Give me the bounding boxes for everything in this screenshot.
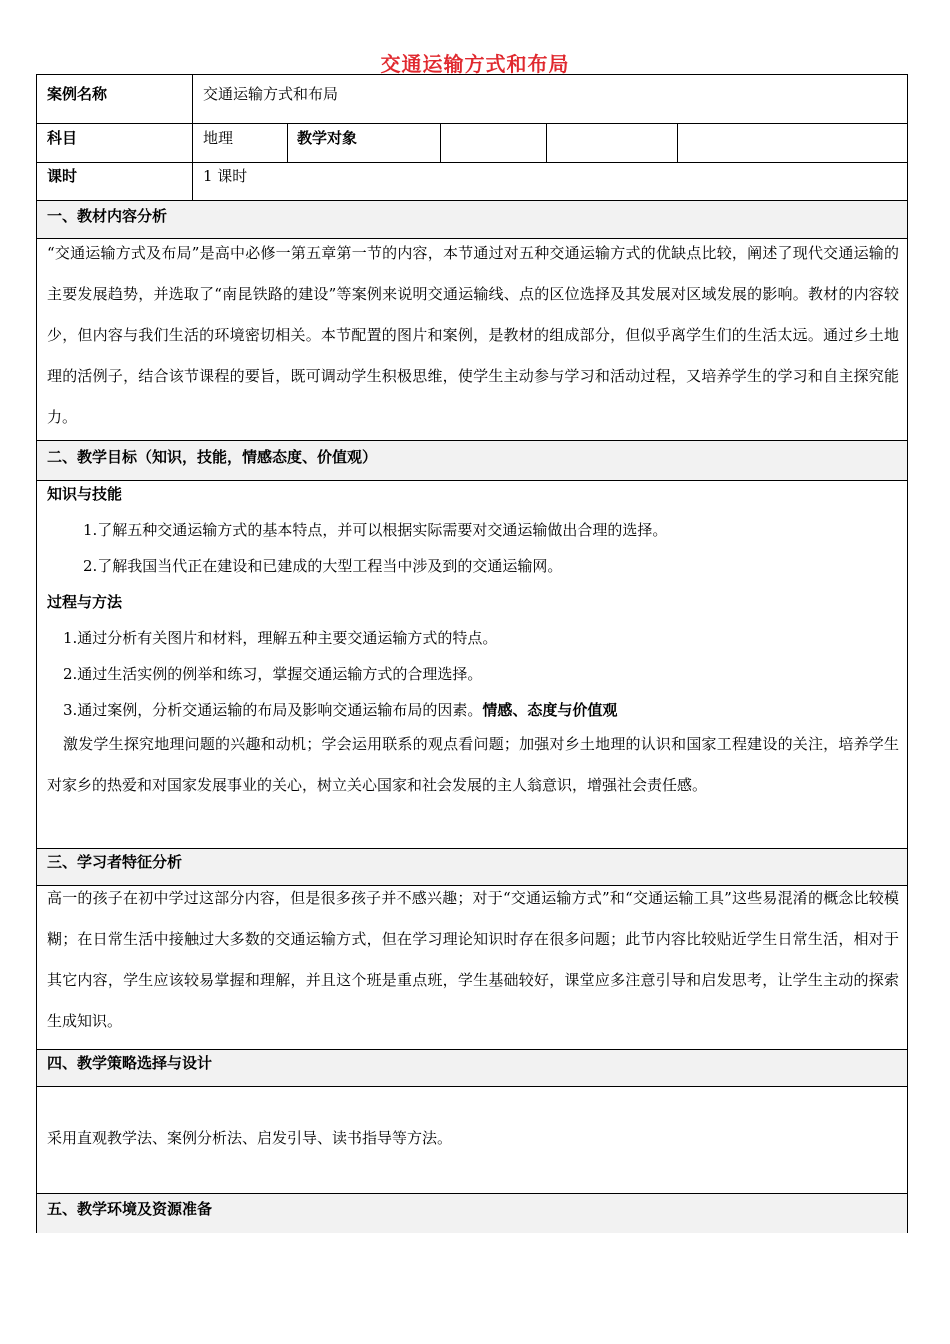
case-name-value: 交通运输方式和布局 <box>203 85 339 103</box>
column-divider <box>440 123 441 162</box>
emotion-values-body: 激发学生探究地理问题的兴趣和动机；学会运用联系的观点看问题；加强对乡土地理的认识和国家工程建设的关注，培养学生对家乡的热爱和对国家发展事业的关心，树立关心国家和社会发展的主人翁意识，增强社会责任感。 <box>47 735 899 794</box>
emotion-values-title: 情感、态度与价值观 <box>482 701 618 719</box>
row-divider <box>37 440 907 441</box>
row-divider <box>37 848 907 849</box>
row-divider <box>37 480 907 481</box>
column-divider <box>677 123 678 162</box>
section-4-body: 采用直观教学法、案例分析法、启发引导、读书指导等方法。 <box>47 1129 453 1147</box>
section-4-heading: 四、教学策略选择与设计 <box>47 1054 213 1072</box>
section-3-body: 高一的孩子在初中学过这部分内容，但是很多孩子并不感兴趣；对于“交通运输方式”和“交通运输工具”这些易混淆的概念比较模糊；在日常生活中接触过大多数的交通运输方式，但在学习理论知识时存在很多问题；此节内容比较贴近学生日常生活，相对于其它内容，学生应该较易掌握和理解，并且这个班是重点班，学生基础较好，课堂应多注意引导和启发思考，让学生主动的探索生成知识。 <box>47 889 899 1030</box>
process-item: 3.通过案例，分析交通运输的布局及影响交通运输布局的因素。 <box>63 701 483 719</box>
column-divider <box>192 75 193 200</box>
process-item: 2.通过生活实例的例举和练习，掌握交通运输方式的合理选择。 <box>63 665 483 683</box>
row-divider <box>37 200 907 201</box>
period-value: 1 课时 <box>203 167 248 185</box>
knowledge-item: 1.了解五种交通运输方式的基本特点，并可以根据实际需要对交通运输做出合理的选择。 <box>83 521 668 539</box>
section-3-heading: 三、学习者特征分析 <box>47 853 183 871</box>
lesson-plan-table <box>36 74 908 1233</box>
section-2-heading: 二、教学目标（知识，技能，情感态度、价值观） <box>47 448 378 466</box>
row-divider <box>37 1049 907 1050</box>
row-divider <box>37 123 907 124</box>
document-title: 交通运输方式和布局 <box>380 52 570 76</box>
row-divider <box>37 1086 907 1087</box>
subject-label: 科目 <box>47 129 78 147</box>
subject-value: 地理 <box>203 129 234 147</box>
row-divider <box>37 162 907 163</box>
process-methods-title: 过程与方法 <box>47 593 123 611</box>
knowledge-item: 2.了解我国当代正在建设和已建成的大型工程当中涉及到的交通运输网。 <box>83 557 563 575</box>
case-name-label: 案例名称 <box>47 85 108 103</box>
process-item: 1.通过分析有关图片和材料，理解五种主要交通运输方式的特点。 <box>63 629 498 647</box>
row-divider <box>37 1193 907 1194</box>
knowledge-skills-title: 知识与技能 <box>47 485 123 503</box>
section-1-body: “交通运输方式及布局”是高中必修一第五章第一节的内容，本节通过对五种交通运输方式的优缺点比较，阐述了现代交通运输的主要发展趋势，并选取了“南昆铁路的建设”等案例来说明交通运输线、点的区位选择及其发展对区域发展的影响。教材的内容较少，但内容与我们生活的环境密切相关。本节配置的图片和案例，是教材的组成部分，但似乎离学生们的生活太远。通过乡土地理的活例子，结合该节课程的要旨，既可调动学生积极思维，使学生主动参与学习和活动过程，又培养学生的学习和自主探究能力。 <box>47 244 899 426</box>
column-divider <box>546 123 547 162</box>
section-1-heading: 一、教材内容分析 <box>47 207 168 225</box>
period-label: 课时 <box>47 167 78 185</box>
target-label: 教学对象 <box>297 129 358 147</box>
process-item-with-title <box>63 700 617 720</box>
column-divider <box>287 123 288 162</box>
section-5-heading: 五、教学环境及资源准备 <box>47 1200 213 1218</box>
